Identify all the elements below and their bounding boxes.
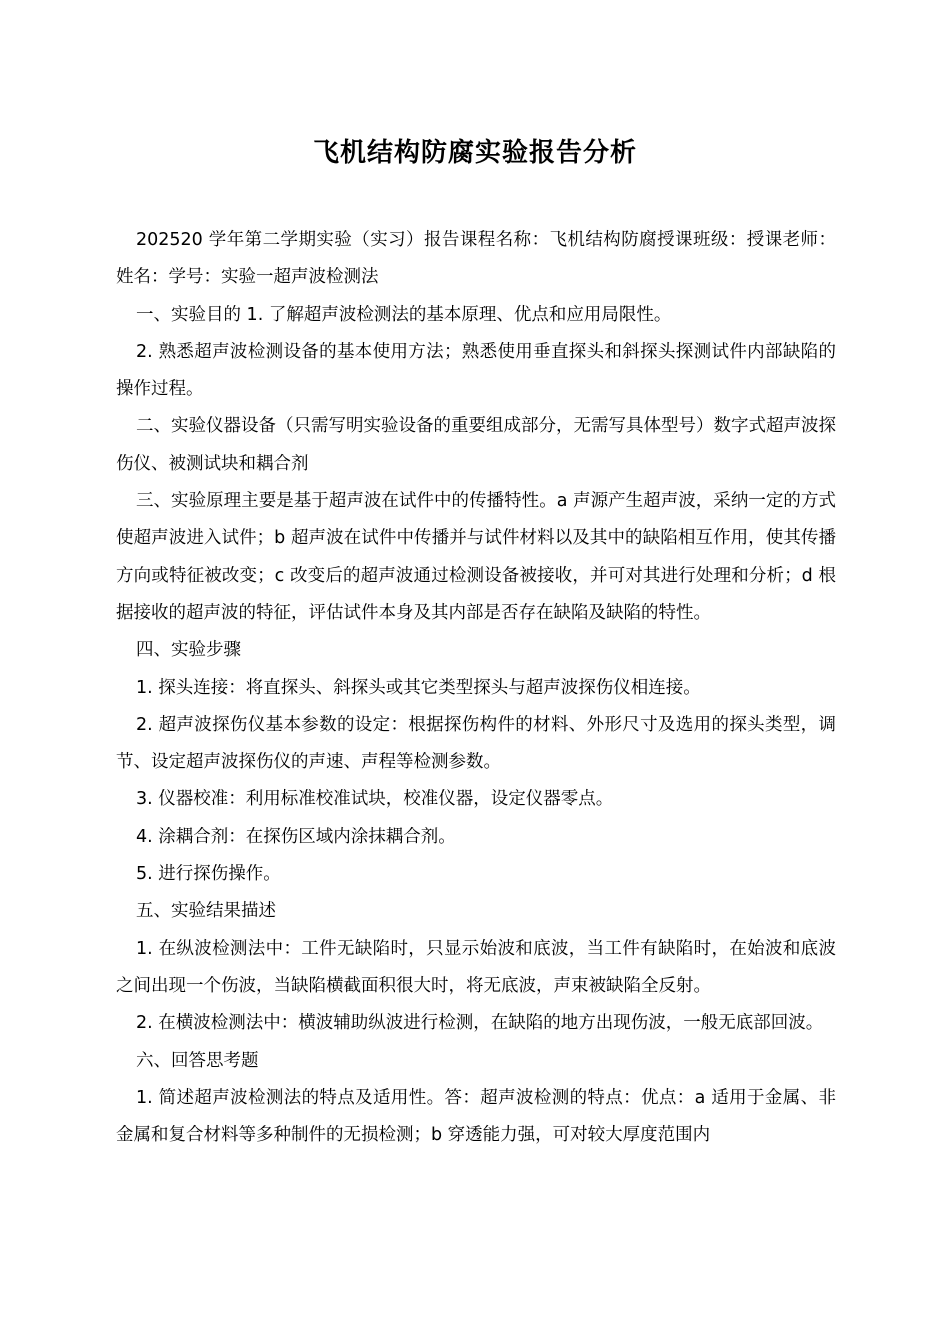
paragraph-result-1: 1. 在纵波检测法中：工件无缺陷时，只显示始波和底波，当工件有缺陷时，在始波和底波之间出现一个伤波，当缺陷横截面积很大时，将无底波，声束被缺陷全反射。 [116, 938, 836, 996]
paragraph-question-1: 1. 简述超声波检测法的特点及适用性。答：超声波检测的特点：优点：a 适用于金属、非金属和复合材料等多种制件的无损检测；b 穿透能力强，可对较大厚度范围内 [116, 1087, 836, 1146]
paragraph-principle: 三、实验原理主要是基于超声波在试件中的传播特性。a 声源产生超声波，采纳一定的方式使超声波进入试件；b 超声波在试件中传播并与试件材料以及其中的缺陷相互作用，使其传播方向或特征被改变；c 改变后的超声波通过检测设备被接收，并可对其进行处理和分析；d 根据接收的超声波的特征，评估试件本身及其内部是否存在缺陷及缺陷的特性。 [116, 491, 836, 623]
paragraph-step-5: 5. 进行探伤操作。 [136, 864, 281, 885]
heading-steps: 四、实验步骤 [136, 640, 241, 661]
paragraph-step-2: 2. 超声波探伤仪基本参数的设定：根据探伤构件的材料、外形尺寸及选用的探头类型，调节、设定超声波探伤仪的声速、声程等检测参数。 [116, 714, 836, 773]
paragraph-purpose-1: 一、实验目的 1. 了解超声波检测法的基本原理、优点和应用局限性。 [136, 304, 672, 325]
document-title: 飞机结构防腐实验报告分析 [312, 138, 637, 168]
paragraph-step-4: 4. 涂耦合剂：在探伤区域内涂抹耦合剂。 [136, 826, 456, 847]
paragraph-purpose-2: 2. 熟悉超声波检测设备的基本使用方法；熟悉使用垂直探头和斜探头探测试件内部缺陷的操作过程。 [116, 341, 836, 400]
paragraph-equipment: 二、实验仪器设备（只需写明实验设备的重要组成部分，无需写具体型号）数字式超声波探伤仪、被测试块和耦合剂 [116, 416, 836, 474]
paragraph-step-3: 3. 仪器校准：利用标准校准试块，校准仪器，设定仪器零点。 [136, 789, 614, 810]
document-body [116, 222, 836, 1154]
heading-results: 五、实验结果描述 [136, 901, 276, 922]
paragraph-header-info: 202520 学年第二学期实验（实习）报告课程名称：飞机结构防腐授课班级：授课老师：姓名：学号：实验一超声波检测法 [116, 230, 836, 288]
paragraph-result-2: 2. 在横波检测法中：横波辅助纵波进行检测，在缺陷的地方出现伤波，一般无底部回波。 [136, 1013, 824, 1034]
paragraph-step-1: 1. 探头连接：将直探头、斜探头或其它类型探头与超声波探伤仪相连接。 [136, 677, 701, 698]
heading-questions: 六、回答思考题 [136, 1050, 259, 1071]
